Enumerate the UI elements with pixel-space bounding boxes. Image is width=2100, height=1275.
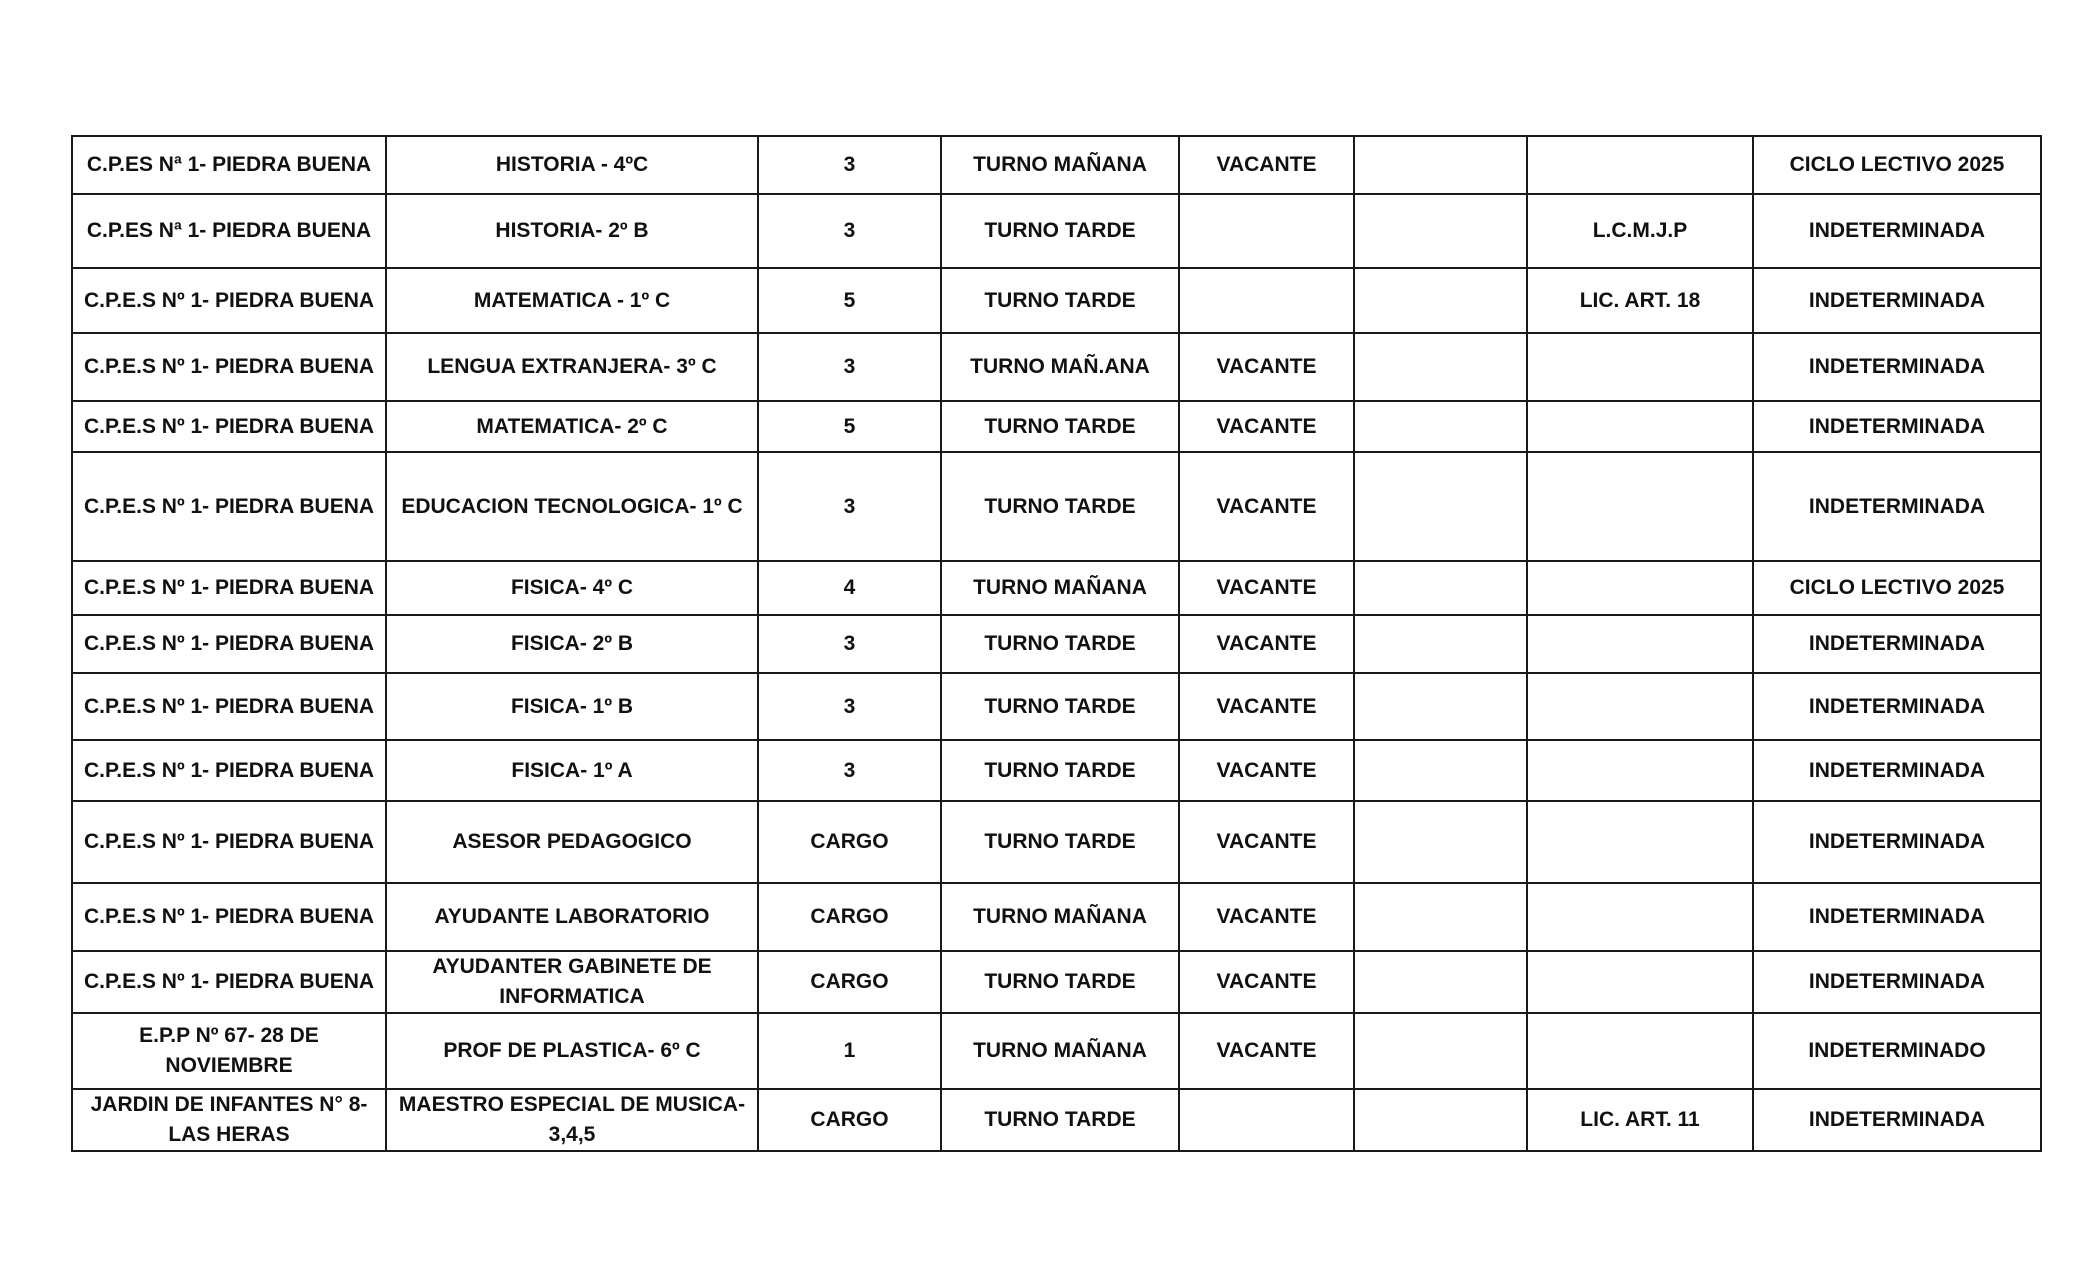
status-cell: VACANTE <box>1179 801 1354 883</box>
status-cell: VACANTE <box>1179 561 1354 615</box>
table-row <box>72 268 2041 333</box>
duration-cell: INDETERMINADA <box>1753 452 2041 561</box>
school-cell: JARDIN DE INFANTES N° 8- LAS HERAS <box>72 1089 386 1151</box>
col6-cell <box>1354 801 1527 883</box>
status-cell: VACANTE <box>1179 883 1354 951</box>
col6-cell <box>1354 673 1527 740</box>
duration-cell: INDETERMINADA <box>1753 1089 2041 1151</box>
status-cell: VACANTE <box>1179 951 1354 1013</box>
school-cell: C.P.E.S Nº 1- PIEDRA BUENA <box>72 452 386 561</box>
col6-cell <box>1354 883 1527 951</box>
subject-cell: LENGUA EXTRANJERA- 3º C <box>386 333 758 401</box>
school-cell: C.P.ES Nª 1- PIEDRA BUENA <box>72 194 386 268</box>
status-cell: VACANTE <box>1179 333 1354 401</box>
school-cell: C.P.E.S Nº 1- PIEDRA BUENA <box>72 268 386 333</box>
school-cell: C.P.E.S Nº 1- PIEDRA BUENA <box>72 951 386 1013</box>
duration-cell: INDETERMINADO <box>1753 1013 2041 1089</box>
duration-cell: INDETERMINADA <box>1753 401 2041 452</box>
table-row <box>72 194 2041 268</box>
status-cell <box>1179 268 1354 333</box>
license-cell <box>1527 452 1753 561</box>
table-row <box>72 136 2041 194</box>
shift-cell: TURNO TARDE <box>941 673 1179 740</box>
hours-cell: 3 <box>758 615 941 673</box>
table-row <box>72 673 2041 740</box>
license-cell: LIC. ART. 11 <box>1527 1089 1753 1151</box>
status-cell: VACANTE <box>1179 401 1354 452</box>
hours-cell: 1 <box>758 1013 941 1089</box>
hours-cell: 3 <box>758 194 941 268</box>
table-row <box>72 1013 2041 1089</box>
hours-cell: CARGO <box>758 883 941 951</box>
table-row <box>72 883 2041 951</box>
duration-cell: INDETERMINADA <box>1753 615 2041 673</box>
subject-cell: EDUCACION TECNOLOGICA- 1º C <box>386 452 758 561</box>
shift-cell: TURNO TARDE <box>941 268 1179 333</box>
subject-cell: MATEMATICA- 2º C <box>386 401 758 452</box>
status-cell: VACANTE <box>1179 740 1354 801</box>
school-cell: C.P.E.S Nº 1- PIEDRA BUENA <box>72 333 386 401</box>
table-body <box>72 136 2041 1151</box>
school-cell: C.P.E.S Nº 1- PIEDRA BUENA <box>72 401 386 452</box>
status-cell: VACANTE <box>1179 615 1354 673</box>
subject-cell: FISICA- 1º B <box>386 673 758 740</box>
license-cell <box>1527 615 1753 673</box>
table-row <box>72 452 2041 561</box>
table-row <box>72 561 2041 615</box>
col6-cell <box>1354 1013 1527 1089</box>
subject-cell: ASESOR PEDAGOGICO <box>386 801 758 883</box>
license-cell <box>1527 801 1753 883</box>
license-cell <box>1527 136 1753 194</box>
col6-cell <box>1354 615 1527 673</box>
table-row <box>72 1089 2041 1151</box>
subject-cell: HISTORIA - 4ºC <box>386 136 758 194</box>
hours-cell: 3 <box>758 673 941 740</box>
duration-cell: CICLO LECTIVO 2025 <box>1753 561 2041 615</box>
table-row <box>72 615 2041 673</box>
license-cell <box>1527 673 1753 740</box>
hours-cell: CARGO <box>758 1089 941 1151</box>
col6-cell <box>1354 194 1527 268</box>
hours-cell: 3 <box>758 740 941 801</box>
license-cell <box>1527 740 1753 801</box>
license-cell <box>1527 883 1753 951</box>
col6-cell <box>1354 136 1527 194</box>
table-row <box>72 740 2041 801</box>
shift-cell: TURNO MAÑANA <box>941 883 1179 951</box>
hours-cell: 3 <box>758 452 941 561</box>
school-cell: E.P.P Nº 67- 28 DE NOVIEMBRE <box>72 1013 386 1089</box>
license-cell <box>1527 401 1753 452</box>
school-cell: C.P.E.S Nº 1- PIEDRA BUENA <box>72 673 386 740</box>
vacancies-table <box>71 135 2042 1152</box>
hours-cell: CARGO <box>758 951 941 1013</box>
col6-cell <box>1354 333 1527 401</box>
shift-cell: TURNO TARDE <box>941 615 1179 673</box>
shift-cell: TURNO TARDE <box>941 951 1179 1013</box>
hours-cell: 3 <box>758 333 941 401</box>
shift-cell: TURNO TARDE <box>941 194 1179 268</box>
duration-cell: INDETERMINADA <box>1753 673 2041 740</box>
shift-cell: TURNO TARDE <box>941 452 1179 561</box>
status-cell: VACANTE <box>1179 452 1354 561</box>
status-cell: VACANTE <box>1179 136 1354 194</box>
duration-cell: INDETERMINADA <box>1753 268 2041 333</box>
table-row <box>72 401 2041 452</box>
subject-cell: FISICA- 1º A <box>386 740 758 801</box>
status-cell: VACANTE <box>1179 1013 1354 1089</box>
hours-cell: 5 <box>758 268 941 333</box>
col6-cell <box>1354 1089 1527 1151</box>
shift-cell: TURNO MAÑANA <box>941 1013 1179 1089</box>
shift-cell: TURNO TARDE <box>941 740 1179 801</box>
license-cell <box>1527 561 1753 615</box>
duration-cell: INDETERMINADA <box>1753 951 2041 1013</box>
table-row <box>72 951 2041 1013</box>
shift-cell: TURNO TARDE <box>941 1089 1179 1151</box>
col6-cell <box>1354 268 1527 333</box>
subject-cell: PROF DE PLASTICA- 6º C <box>386 1013 758 1089</box>
subject-cell: MATEMATICA - 1º C <box>386 268 758 333</box>
school-cell: C.P.E.S Nº 1- PIEDRA BUENA <box>72 561 386 615</box>
school-cell: C.P.E.S Nº 1- PIEDRA BUENA <box>72 883 386 951</box>
col6-cell <box>1354 561 1527 615</box>
duration-cell: INDETERMINADA <box>1753 194 2041 268</box>
duration-cell: INDETERMINADA <box>1753 883 2041 951</box>
col6-cell <box>1354 951 1527 1013</box>
hours-cell: CARGO <box>758 801 941 883</box>
subject-cell: FISICA- 2º B <box>386 615 758 673</box>
subject-cell: AYUDANTER GABINETE DE INFORMATICA <box>386 951 758 1013</box>
school-cell: C.P.ES Nª 1- PIEDRA BUENA <box>72 136 386 194</box>
duration-cell: INDETERMINADA <box>1753 801 2041 883</box>
status-cell <box>1179 194 1354 268</box>
subject-cell: MAESTRO ESPECIAL DE MUSICA- 3,4,5 <box>386 1089 758 1151</box>
license-cell <box>1527 1013 1753 1089</box>
license-cell <box>1527 333 1753 401</box>
license-cell: L.C.M.J.P <box>1527 194 1753 268</box>
subject-cell: FISICA- 4º C <box>386 561 758 615</box>
col6-cell <box>1354 452 1527 561</box>
hours-cell: 3 <box>758 136 941 194</box>
duration-cell: INDETERMINADA <box>1753 333 2041 401</box>
table-row <box>72 333 2041 401</box>
shift-cell: TURNO MAÑANA <box>941 561 1179 615</box>
hours-cell: 5 <box>758 401 941 452</box>
col6-cell <box>1354 401 1527 452</box>
shift-cell: TURNO MAÑANA <box>941 136 1179 194</box>
subject-cell: HISTORIA- 2º B <box>386 194 758 268</box>
subject-cell: AYUDANTE LABORATORIO <box>386 883 758 951</box>
col6-cell <box>1354 740 1527 801</box>
license-cell <box>1527 951 1753 1013</box>
duration-cell: CICLO LECTIVO 2025 <box>1753 136 2041 194</box>
school-cell: C.P.E.S Nº 1- PIEDRA BUENA <box>72 615 386 673</box>
shift-cell: TURNO MAÑ.ANA <box>941 333 1179 401</box>
school-cell: C.P.E.S Nº 1- PIEDRA BUENA <box>72 740 386 801</box>
school-cell: C.P.E.S Nº 1- PIEDRA BUENA <box>72 801 386 883</box>
shift-cell: TURNO TARDE <box>941 401 1179 452</box>
shift-cell: TURNO TARDE <box>941 801 1179 883</box>
license-cell: LIC. ART. 18 <box>1527 268 1753 333</box>
status-cell: VACANTE <box>1179 673 1354 740</box>
hours-cell: 4 <box>758 561 941 615</box>
table-row <box>72 801 2041 883</box>
duration-cell: INDETERMINADA <box>1753 740 2041 801</box>
status-cell <box>1179 1089 1354 1151</box>
